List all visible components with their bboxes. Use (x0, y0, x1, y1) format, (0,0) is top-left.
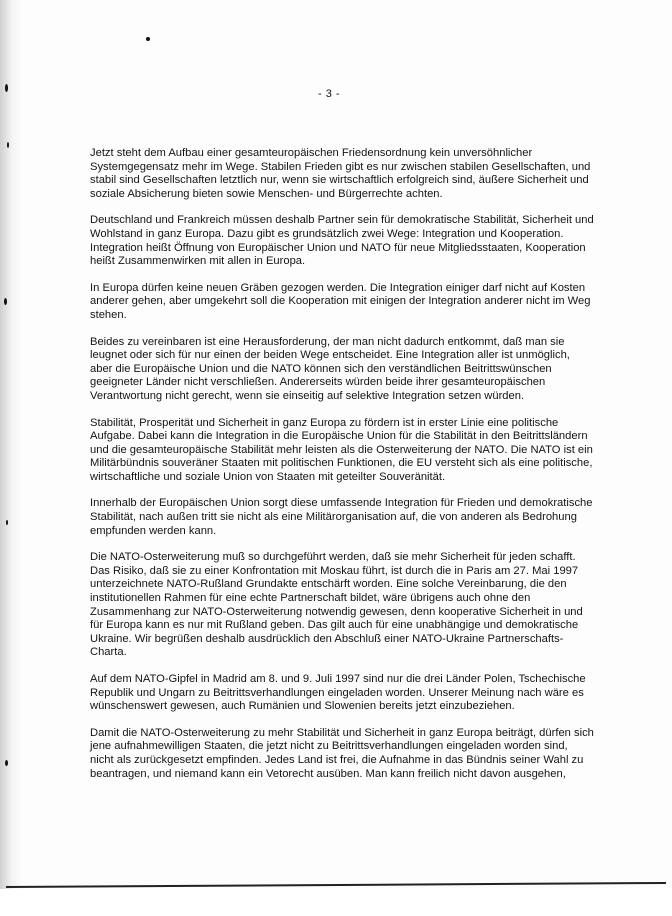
scan-speck (5, 84, 8, 92)
paragraph: Auf dem NATO-Gipfel in Madrid am 8. und 9. Juli 1997 sind nur die drei Länder Polen, Tschechische Republik und Ungarn zu Beitrittsverhandlungen eingeladen worden. Unserer Meinung nach wäre es wünschenswert gewesen, auch Rumänien und Slowenien bereits jetzt einzubeziehen. (90, 673, 586, 713)
paragraph: In Europa dürfen keine neuen Gräben gezogen werden. Die Integration einiger darf nicht auf Kosten anderer gehen, aber umgekehrt soll die Kooperation mit einigen der Integration anderer nicht im Weg stehen. (90, 281, 591, 321)
paragraph: Innerhalb der Europäischen Union sorgt diese umfassende Integration für Frieden und demokratische Stabilität, nach außen tritt sie nicht als eine Militärorganisation auf, die von anderen als Bedrohung empfunden werden kann. (90, 497, 593, 537)
scan-speck (4, 298, 7, 305)
paragraph: Jetzt steht dem Aufbau einer gesamteuropäischen Friedensordnung kein unversöhnlicher Systemgegensatz mehr im Wege. Stabilen Frieden gibt es nur zwischen stabilen Gesellschaften, und stabil sind Gesellschaften letztlich nur, wenn sie wirtschaftlich erfolgreich sind, äußere Sicherheit und soziale Absicherung bieten sowie Menschen- und Bürgerrechte achten. (90, 147, 591, 200)
scan-speck (7, 142, 9, 148)
scan-bottom-edge (6, 882, 666, 888)
paragraph: Die NATO-Osterweiterung muß so durchgeführt werden, daß sie mehr Sicherheit für jeden schafft. Das Risiko, daß sie zu einer Konfrontation mit Moskau führt, ist durch die in Paris am 27. Mai 1997 unterzeichnete NATO-Rußland Grundakte entschärft worden. Eine solche Vereinbarung, die den institutionellen Rahmen für eine echte Partnerschaft bildet, wäre übrigens auch ohne den Zusammenhang zur NATO-Osterweiterung notwendig gewesen, denn kooperative Sicherheit in und für Europa kann es nur mit Rußland geben. Das gilt auch für eine unabhängige und demokratische Ukraine. Wir begrüßen deshalb ausdrücklich den Abschluß einer NATO-Ukraine Partnerschafts-Charta. (90, 551, 583, 659)
paragraph: Stabilität, Prosperität und Sicherheit in ganz Europa zu fördern ist in erster Linie eine politische Aufgabe. Dabei kann die Integration in die Europäische Union für die Stabilität in den Beitrittsländern und die gesamteuropäische Stabilität mehr leisten als die Osterweiterung der NATO. Die NATO ist ein Militärbündnis souveräner Staaten mit politischen Funktionen, die EU versteht sich als eine politische, wirtschaftliche und soziale Union von Staaten mit geteilter Souveränität. (90, 416, 593, 483)
paragraph: Damit die NATO-Osterweiterung zu mehr Stabilität und Sicherheit in ganz Europa beiträgt, dürfen sich jene aufnahmewilligen Staaten, die jetzt nicht zu Beitrittsverhandlungen eingeladen worden sind, nicht als zurückgesetzt empfinden. Jedes Land ist frei, die Aufnahme in das Bündnis seiner Wahl zu beantragen, und niemand kann ein Vetorecht ausüben. Man kann freilich nicht davon ausgehen, (90, 726, 594, 780)
paragraph: Deutschland und Frankreich müssen deshalb Partner sein für demokratische Stabilität, Sicherheit und Wohlstand in ganz Europa. Dazu gibt es grundsätzlich zwei Wege: Integration und Kooperation. Integration heißt Öffnung von Europäischer Union und NATO für neue Mitgliedsstaaten, Kooperation heißt Zusammenwirken mit allen in Europa. (90, 214, 594, 268)
scan-bottom-margin (0, 889, 672, 916)
body-text (90, 147, 594, 794)
scan-speck (6, 520, 8, 525)
scan-speck (146, 37, 150, 41)
page-number: - 3 - (318, 88, 341, 100)
scan-edge-shadow (0, 0, 22, 916)
paragraph: Beides zu vereinbaren ist eine Herausforderung, der man nicht dadurch entkommt, daß man sie leugnet oder sich für nur einen der beiden Wege entscheidet. Eine Integration aller ist unmöglich, aber die Europäische Union und die NATO können sich den verständlichen Beitrittswünschen geeigneter Länder nicht verschließen. Andererseits würden beide ihrer gesamteuropäischen Verantwortung nicht gerecht, wenn sie einseitig auf selektive Integration setzen würden. (90, 335, 570, 402)
scan-speck (5, 760, 8, 766)
